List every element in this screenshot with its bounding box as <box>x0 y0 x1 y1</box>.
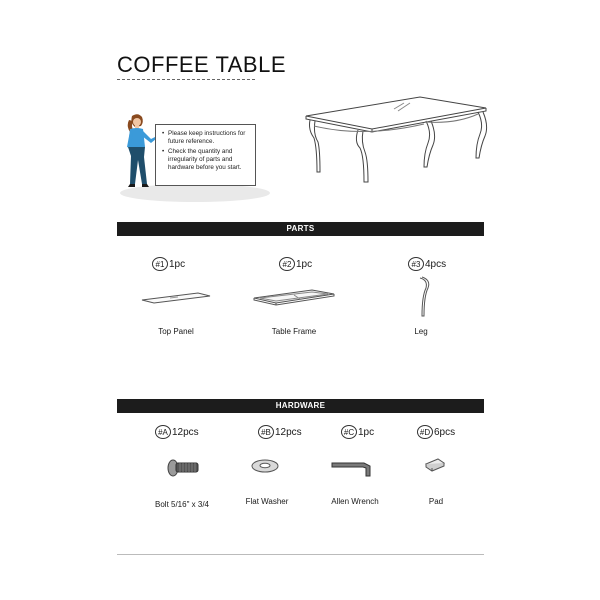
flat-washer-icon <box>250 458 280 474</box>
part-qty: 1pc <box>296 258 313 270</box>
top-panel-icon <box>140 290 212 304</box>
part-qty: 1pc <box>169 258 186 270</box>
leg-icon <box>414 276 432 320</box>
hardware-name: Bolt 5/16" x 3/4 <box>155 500 209 509</box>
notice-item: • Check the quantity and irregularity of parts and hardware before you start. <box>162 148 251 172</box>
bottom-divider <box>117 554 484 555</box>
part-qty: 4pcs <box>425 258 447 270</box>
allen-wrench-icon <box>330 458 374 478</box>
part-name: Top Panel <box>158 327 194 336</box>
hardware-qty: 6pcs <box>434 426 456 438</box>
title-underline <box>117 79 255 80</box>
part-name: Leg <box>414 327 428 336</box>
table-frame-icon <box>252 286 336 306</box>
hardware-name: Pad <box>428 497 444 506</box>
part-tag-1 <box>152 257 185 271</box>
hardware-section-header: HARDWARE <box>117 399 484 413</box>
part-code: #3 <box>408 257 424 271</box>
hardware-tag-d <box>417 425 455 439</box>
hardware-name: Allen Wrench <box>331 497 379 506</box>
hardware-code: #C <box>341 425 357 439</box>
notice-item: • Please keep instructions for future reference. <box>162 130 251 146</box>
pad-icon <box>424 456 446 472</box>
page-title: COFFEE TABLE <box>117 52 287 77</box>
hardware-code: #D <box>417 425 433 439</box>
hardware-qty: 12pcs <box>172 426 199 438</box>
notice-box <box>155 124 256 186</box>
part-name: Table Frame <box>271 327 317 336</box>
part-tag-3 <box>408 257 446 271</box>
parts-section-header: PARTS <box>117 222 484 236</box>
hardware-tag-c <box>341 425 374 439</box>
hardware-qty: 1pc <box>358 426 375 438</box>
hardware-tag-b <box>258 425 302 439</box>
woman-figure-icon <box>118 112 158 196</box>
part-code: #1 <box>152 257 168 271</box>
hardware-name: Flat Washer <box>245 497 289 506</box>
hardware-qty: 12pcs <box>275 426 302 438</box>
hardware-tag-a <box>155 425 199 439</box>
coffee-table-illustration <box>298 88 488 188</box>
hardware-code: #A <box>155 425 171 439</box>
part-code: #2 <box>279 257 295 271</box>
part-tag-2 <box>279 257 312 271</box>
hardware-code: #B <box>258 425 274 439</box>
bolt-icon <box>166 456 200 478</box>
